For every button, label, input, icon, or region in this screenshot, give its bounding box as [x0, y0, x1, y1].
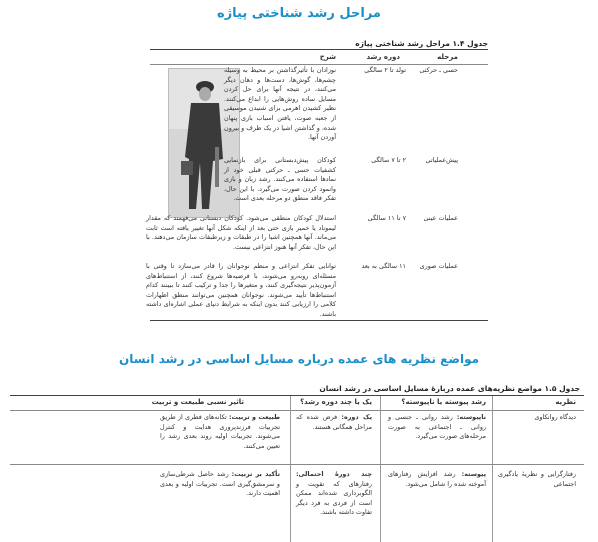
row4-desc: توانایی تفکر انتزاعی و منظم نوجوانان را قادر می‌سازد تا وقتی با مسئله‌ای روبه‌رو می‌شوند، با فرضیه‌ها شروع کنند، از استنباط‌های آزمون‌پذیر نتیجه‌گیری کنند، و متغیرها را جدا و ترکیب کنند تا ببینند کدام استنباط‌ها تأیید می‌شوند. نوجوانان همچنین می‌توانند منطق اظهارات کلامی را ارزیابی کنند بدون اینکه به شرایط دنیای عملی اشاره‌ای داشته باشند.: [146, 262, 336, 318]
t2-row1-theory: دیدگاه روانکاوی: [534, 413, 576, 421]
table2-header-rule: [10, 410, 584, 411]
table-caption-1-5: جدول ۱.۵ مواضع نظریه‌های عمده دربارهٔ مسایل اساسی در رشد انسان: [319, 384, 580, 393]
col-divider-1: [492, 396, 493, 542]
table2-row-rule: [10, 464, 584, 465]
t2-row2-continuity: [388, 470, 486, 489]
table-bottom-rule: [150, 320, 488, 321]
row4-stage: عملیات صوری: [419, 262, 458, 270]
row2-desc: کودکان پیش‌دبستانی برای بازنمایی کشفیات حسی ـ حرکتی قبلی خود از نمادها استفاده می‌کنند. رشد زبان و بازی وانمود کردن صورت می‌گیرد. با این حال، تفکر فاقد منطق دو مرحله بعدی است.: [224, 156, 336, 203]
col-header-nature: تاثیر نسبی طبیعت و تربیت: [151, 398, 244, 406]
section-heading-piaget: مراحل رشد شناختی پیاژه: [217, 6, 381, 21]
t2-row1-nature-text: تکانه‌های فطری از طریق تجربیات فرزندپروری هدایت و کنترل می‌شوند. تجربیات اولیه روند بعدی رشد را تعیین می‌کنند.: [160, 413, 280, 450]
table2-top-rule: [10, 395, 584, 396]
col-header-course: یک یا چند دوره رشد؟: [300, 398, 372, 406]
col-header-stage: مرحله: [437, 53, 458, 61]
t2-row1-course: [296, 413, 372, 432]
t2-row1-nature: [160, 413, 280, 451]
t2-row2-course: [296, 470, 372, 518]
row1-stage: حسی ـ حرکتی: [419, 66, 458, 74]
row4-period: ۱۱ سالگی به بعد: [361, 262, 406, 270]
t2-row1-nature-label: طبیعت و تربیت:: [228, 413, 280, 421]
col-divider-3: [290, 396, 291, 542]
col-header-continuity: رشد پیوسته یا ناپیوسته؟: [401, 398, 486, 406]
t2-row2-course-label: چند دورهٔ احتمالی:: [296, 470, 372, 478]
row3-period: ۷ تا ۱۱ سالگی: [367, 214, 406, 222]
t2-row1-course-text: فرض شده که مراحل همگانی هستند.: [296, 413, 372, 431]
row3-desc: استدلال کودکان منطقی می‌شود. کودکان دبستانی می‌فهمند که مقدار لیموناد یا خمیر بازی حتی بعد از اینکه شکل آنها تغییر یافته است ثابت می‌ماند. آنها همچنین اشیا را در طبقات و زیرطبقات سازمان می‌دهند. با این حال، تفکر آنها هنوز انتزاعی نیست.: [146, 214, 336, 251]
t2-row2-nature-label: تأکید بر تربیت:: [231, 470, 280, 478]
row1-desc: نوزادان با تأثیرگذاشتن بر محیط به وسیله چشم‌ها، گوش‌ها، دست‌ها و دهان دیگر می‌کنند، در نتیجه آنها برای حل کردن مسایل ساده روش‌هایی را ابداع می‌کنند. نظیر کشیدن اهرمی برای شنیدن موسیقی از جعبه صوت، یافتن اسباب بازی پنهان شده، و گذاشتن اشیا در یک ظرف و بیرون آوردن آنها.: [224, 66, 336, 142]
t2-row1-continuity-label: ناپیوسته:: [456, 413, 486, 421]
t2-row2-nature-text: رشد حاصل شرطی‌سازی و سرمشق‌گیری است. تجربیات اولیه و بعدی اهمیت دارند.: [160, 470, 280, 498]
col-header-theory: نظریه: [555, 398, 576, 406]
col-divider-2: [380, 396, 381, 542]
t2-row2-nature: [160, 470, 280, 499]
t2-row1-continuity-text: رشد روانی ـ جنسی و روانی ـ اجتماعی به صورت مرحله‌های صورت می‌گیرد.: [388, 413, 486, 441]
row3-stage: عملیات عینی: [423, 214, 458, 222]
row2-stage: پیش‌عملیاتی: [425, 156, 458, 164]
t2-row2-continuity-text: رشد افزایش رفتارهای آموخته شده را شامل می‌شود.: [388, 470, 486, 488]
t2-row2-continuity-label: پیوسته:: [461, 470, 486, 478]
section-heading-theories: مواضع نظریه های عمده درباره مسایل اساسی در رشد انسان: [118, 352, 480, 366]
t2-row2-theory: رفتارگرایی و نظریهٔ یادگیری اجتماعی: [498, 470, 576, 488]
table-header-rule: [150, 64, 488, 65]
col-header-period: دوره رشد: [366, 53, 400, 61]
row1-period: تولد تا ۲ سالگی: [364, 66, 406, 74]
col-header-desc: شرح: [319, 53, 336, 61]
t2-row1-course-label: یک دوره:: [341, 413, 372, 421]
t2-row2-course-text: رفتارهای که تقویت و الگوبرداری شده‌اند ممکن است از فردی به فرد دیگر تفاوت داشته باشند.: [296, 479, 372, 517]
table-caption-1-4: جدول ۱.۴ مراحل رشد شناختی پیاژه: [355, 39, 488, 48]
t2-row1-continuity: [388, 413, 486, 442]
row2-period: ۲ تا ۷ سالگی: [371, 156, 406, 164]
table-top-rule: [150, 49, 488, 50]
